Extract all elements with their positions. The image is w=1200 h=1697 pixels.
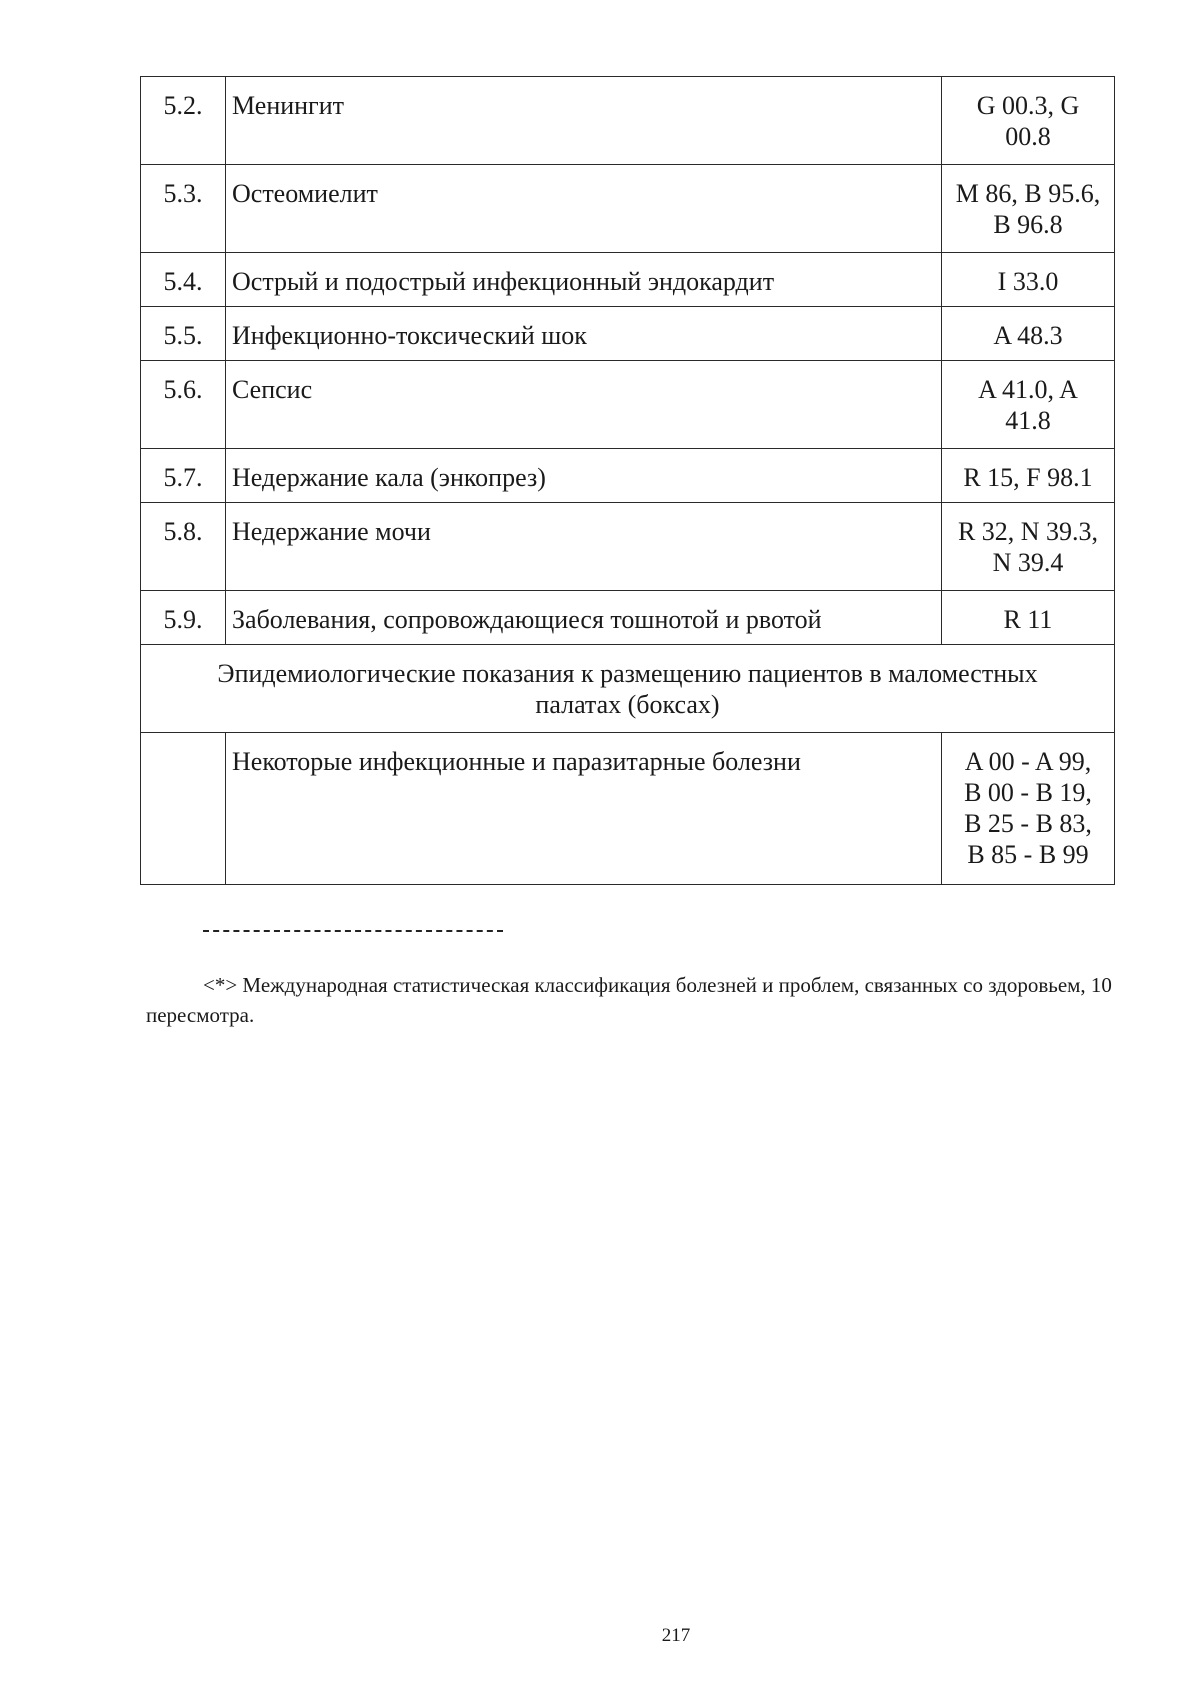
- icd-code: [942, 253, 1115, 307]
- footnote-separator: [203, 930, 503, 932]
- icd-code-line: M 86, B 95.6,: [955, 179, 1101, 208]
- icd-code-line: N 39.4: [992, 548, 1064, 577]
- icd-code-line: G 00.3, G: [976, 91, 1080, 120]
- icd-code: [942, 503, 1115, 591]
- footnote-text: <*> Международная статистическая классификация болезней и проблем, связанных со здоровьем, 10 пересмотра.: [146, 973, 1112, 1027]
- disease-name: Недержание кала (энкопрез): [226, 449, 942, 503]
- icd-code-line: R 11: [1003, 605, 1053, 634]
- row-number: 5.6.: [141, 361, 226, 449]
- disease-name: Недержание мочи: [226, 503, 942, 591]
- disease-name: Инфекционно-токсический шок: [226, 307, 942, 361]
- row-number: 5.5.: [141, 307, 226, 361]
- icd-code-line: 41.8: [1005, 406, 1051, 435]
- row-number: [141, 733, 226, 885]
- disease-name: Некоторые инфекционные и паразитарные болезни: [226, 733, 942, 885]
- icd-code-line: B 00 - B 19,: [964, 778, 1092, 807]
- table-row: [141, 591, 1115, 645]
- icd-code-line: A 48.3: [993, 321, 1063, 350]
- table-row: [141, 165, 1115, 253]
- icd-code: [942, 449, 1115, 503]
- disease-name: Сепсис: [226, 361, 942, 449]
- disease-name: Менингит: [226, 77, 942, 165]
- icd-code-line: A 41.0, A: [978, 375, 1078, 404]
- table-row: [141, 77, 1115, 165]
- icd-code: [942, 165, 1115, 253]
- icd-code: [942, 77, 1115, 165]
- table-row: [141, 449, 1115, 503]
- disease-name: Острый и подострый инфекционный эндокардит: [226, 253, 942, 307]
- section-header: [141, 645, 1115, 733]
- table-row: [141, 307, 1115, 361]
- icd-code: [942, 361, 1115, 449]
- icd-code: [942, 591, 1115, 645]
- icd-code-line: B 25 - B 83,: [964, 809, 1092, 838]
- table-row: [141, 733, 1115, 885]
- table-row: [141, 361, 1115, 449]
- icd-code-line: B 96.8: [993, 210, 1063, 239]
- row-number: 5.7.: [141, 449, 226, 503]
- icd-code-line: 00.8: [1005, 122, 1051, 151]
- row-number: 5.9.: [141, 591, 226, 645]
- icd-code-line: B 85 - B 99: [967, 840, 1089, 869]
- row-number: 5.4.: [141, 253, 226, 307]
- icd-code-line: A 00 - A 99,: [964, 747, 1092, 776]
- table-row: [141, 253, 1115, 307]
- icd-code-line: R 32, N 39.3,: [957, 517, 1099, 546]
- disease-name: Заболевания, сопровождающиеся тошнотой и рвотой: [226, 591, 942, 645]
- row-number: 5.3.: [141, 165, 226, 253]
- row-number: 5.2.: [141, 77, 226, 165]
- page-number: 217: [661, 1625, 691, 1646]
- icd-table: [140, 76, 1115, 885]
- icd-code: [942, 307, 1115, 361]
- section-header-line: Эпидемиологические показания к размещению пациентов в маломестных: [217, 659, 1038, 688]
- section-header-line: палатах (боксах): [535, 690, 720, 719]
- table-row: [141, 503, 1115, 591]
- section-header-row: [141, 645, 1115, 733]
- row-number: 5.8.: [141, 503, 226, 591]
- icd-code-line: R 15, F 98.1: [963, 463, 1093, 492]
- icd-code-line: I 33.0: [997, 267, 1059, 296]
- icd-code: [942, 733, 1115, 885]
- disease-name: Остеомиелит: [226, 165, 942, 253]
